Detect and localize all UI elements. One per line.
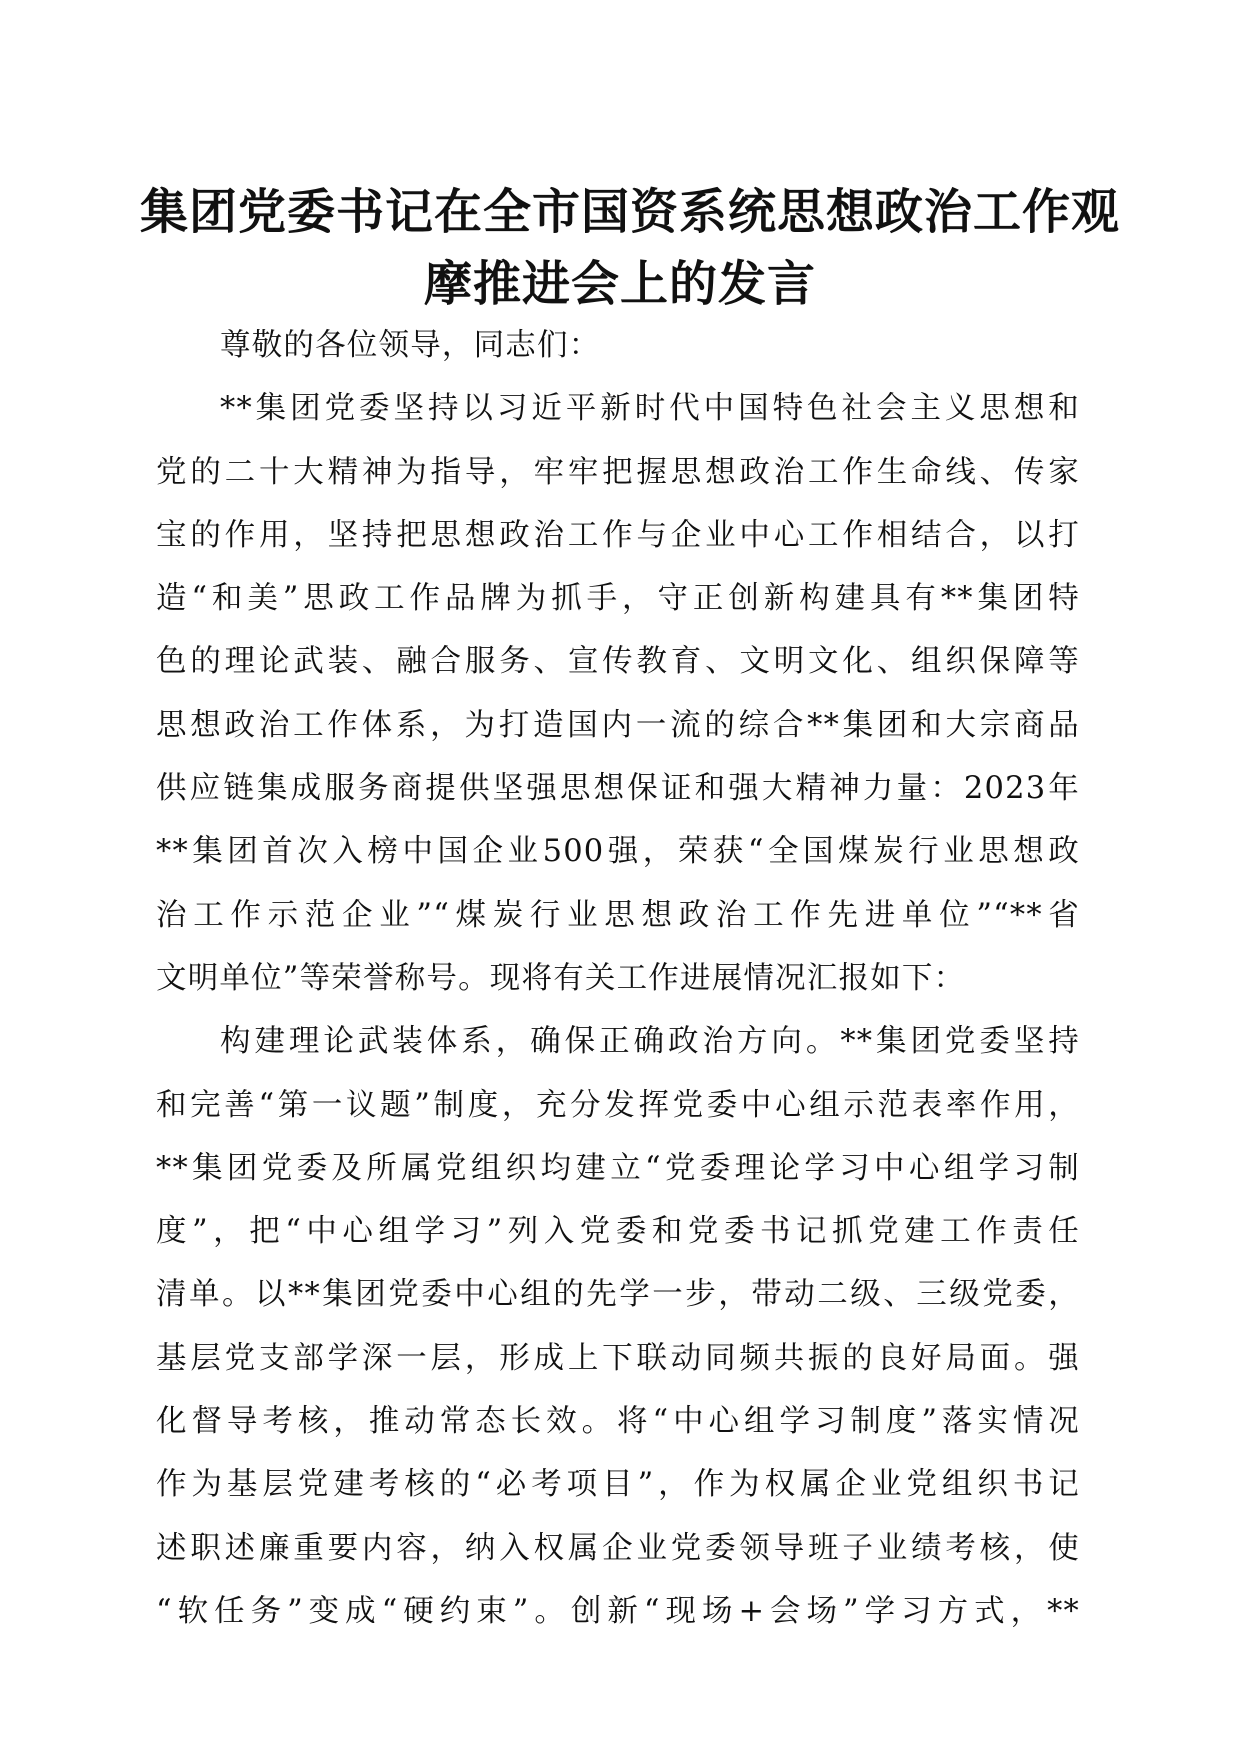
- paragraph-line: 和完善“第一议题”制度，充分发挥党委中心组示范表率作用，: [156, 1087, 1080, 1123]
- paragraph-line: 化督导考核，推动常态长效。将“中心组学习制度”落实情况: [156, 1404, 1080, 1440]
- paragraph-line: 造“和美”思政工作品牌为抓手，守正创新构建具有**集团特: [156, 581, 1080, 617]
- title-line: 摩推进会上的发言: [423, 256, 816, 312]
- paragraph-2: [156, 1010, 1080, 1643]
- paragraph-line: “软任务”变成“硬约束”。创新“现场+会场”学习方式，**: [156, 1593, 1080, 1629]
- paragraph-line: 党的二十大精神为指导，牢牢把握思想政治工作生命线、传家: [156, 454, 1080, 490]
- document-title: [140, 176, 1121, 320]
- paragraph-line: 治工作示范企业”“煤炭行业思想政治工作先进单位”“**省: [156, 897, 1080, 933]
- paragraph-line: 色的理论武装、融合服务、宣传教育、文明文化、组织保障等: [156, 644, 1080, 680]
- document-body: [156, 314, 1080, 1643]
- paragraph-line: 供应链集成服务商提供坚强思想保证和强大精神力量：2023年: [156, 771, 1080, 807]
- paragraph-line: 度”，把“中心组学习”列入党委和党委书记抓党建工作责任: [156, 1214, 1080, 1250]
- paragraph-line: 思想政治工作体系，为打造国内一流的综合**集团和大宗商品: [156, 707, 1080, 743]
- title-line: 集团党委书记在全市国资系统思想政治工作观: [140, 184, 1121, 240]
- paragraph-line: **集团党委及所属党组织均建立“党委理论学习中心组学习制: [156, 1150, 1080, 1186]
- salutation: 尊敬的各位领导，同志们：: [220, 328, 601, 363]
- paragraph-line: 文明单位”等荣誉称号。现将有关工作进展情况汇报如下：: [156, 960, 966, 996]
- paragraph-line: 宝的作用，坚持把思想政治工作与企业中心工作相结合，以打: [156, 517, 1080, 553]
- paragraph-line: 基层党支部学深一层，形成上下联动同频共振的良好局面。强: [156, 1340, 1080, 1376]
- paragraph-1: [156, 377, 1080, 1010]
- paragraph-line: **集团首次入榜中国企业500强，荣获“全国煤炭行业思想政: [156, 834, 1080, 870]
- paragraph-line: 作为基层党建考核的“必考项目”，作为权属企业党组织书记: [156, 1467, 1080, 1503]
- paragraph-line: 构建理论武装体系，确保正确政治方向。**集团党委坚持: [220, 1024, 1080, 1060]
- paragraph-line: 述职述廉重要内容，纳入权属企业党委领导班子业绩考核，使: [156, 1530, 1080, 1566]
- paragraph-line: 清单。以**集团党委中心组的先学一步，带动二级、三级党委，: [156, 1277, 1080, 1313]
- paragraph-line: **集团党委坚持以习近平新时代中国特色社会主义思想和: [220, 391, 1080, 427]
